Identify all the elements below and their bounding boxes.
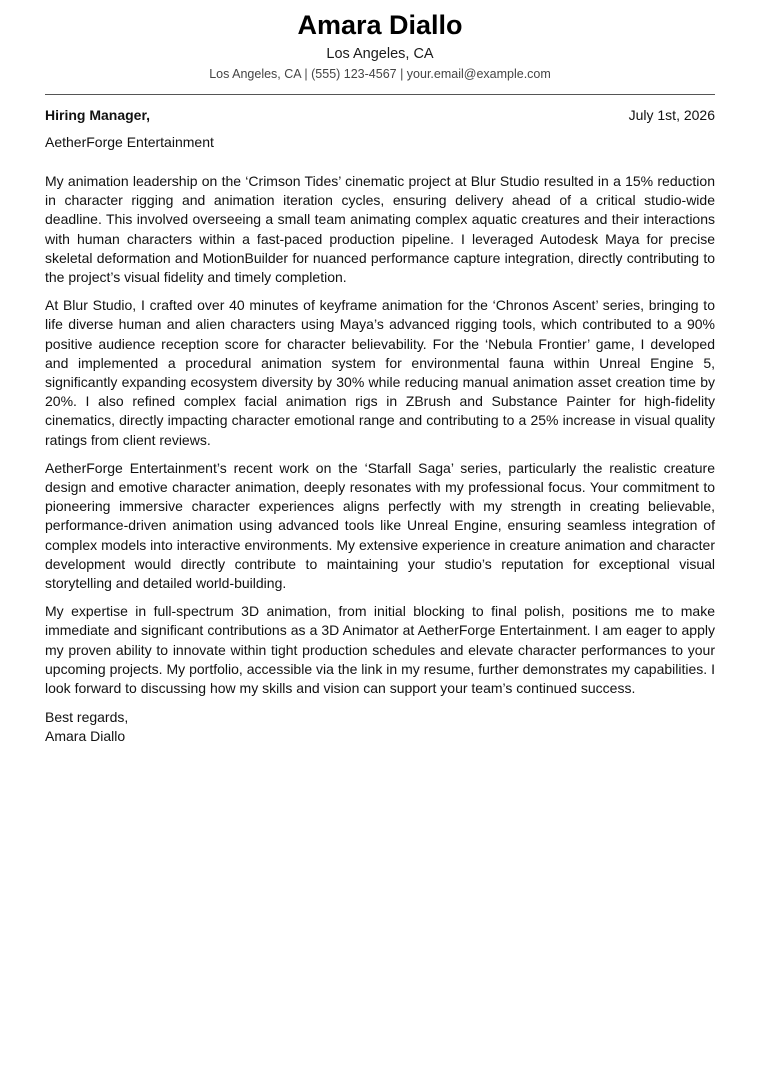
body-paragraph: At Blur Studio, I crafted over 40 minutes of keyframe animation for the ‘Chronos Ascent’ series, bringing to life diverse human and alien characters using Maya’s advanced rigging tools, which contributed to a 90% positive audience reception score for character believability. For the ‘Nebula Frontier’ game, I developed and implemented a procedural animation system for environmental fauna within Unreal Engine 5, significantly expanding ecosystem diversity by 30% while reducing manual animation asset creation time by 20%. I also refined complex facial animation rigs in ZBrush and Substance Painter for high-fidelity cinematics, directly impacting character emotional range and contributing to a 25% increase in visual quality ratings from client reviews. [45,297,715,448]
header-divider [45,94,715,95]
recipient-salutation: Hiring Manager, [45,107,151,123]
body-paragraph: My expertise in full-spectrum 3D animation, from initial blocking to final polish, positions me to make immediate and significant contributions as a 3D Animator at AetherForge Entertainment. I am eager to apply my proven ability to innovate within tight production schedules and elevate character performances to your upcoming projects. My portfolio, accessible via the link in my resume, further demonstrates my capabilities. I look forward to discussing how my skills and vision can support your team’s continued success. [45,603,715,697]
applicant-location: Los Angeles, CA [326,46,434,62]
body-paragraph: AetherForge Entertainment’s recent work on the ‘Starfall Saga’ series, particularly the realistic creature design and emotive character animation, deeply resonates with my professional focus. Your commitment to pioneering immersive character experiences aligns perfectly with my strength in creating believable, performance-driven animation using advanced tools like Unreal Engine, ensuring seamless integration of complex models into interactive environments. My extensive experience in creature animation and character development would directly contribute to maintaining your studio’s reputation for exceptional visual storytelling and detailed world-building. [45,459,715,592]
letter-body [45,172,715,698]
closing-phrase: Best regards, [45,709,129,726]
letter-closing [45,708,715,746]
recipient-company: AetherForge Entertainment [45,134,214,150]
applicant-name: Amara Diallo [297,10,463,40]
cover-letter-page [45,0,715,747]
salutation-row [45,105,715,125]
signature-name: Amara Diallo [45,728,126,745]
contact-line: Los Angeles, CA | (555) 123-4567 | your.email@example.com [209,67,551,81]
body-paragraph: My animation leadership on the ‘Crimson Tides’ cinematic project at Blur Studio resulted in a 15% reduction in character rigging and animation iteration cycles, ensuring delivery ahead of a critical studio-wide deadline. This involved overseeing a small team animating complex aquatic creatures and their interactions with human characters within a fast-paced production pipeline. I leveraged Autodesk Maya for precise skeletal deformation and MotionBuilder for nuanced performance capture integration, directly contributing to the project’s visual fidelity and timely completion. [45,173,715,286]
letter-date: July 1st, 2026 [628,107,715,123]
